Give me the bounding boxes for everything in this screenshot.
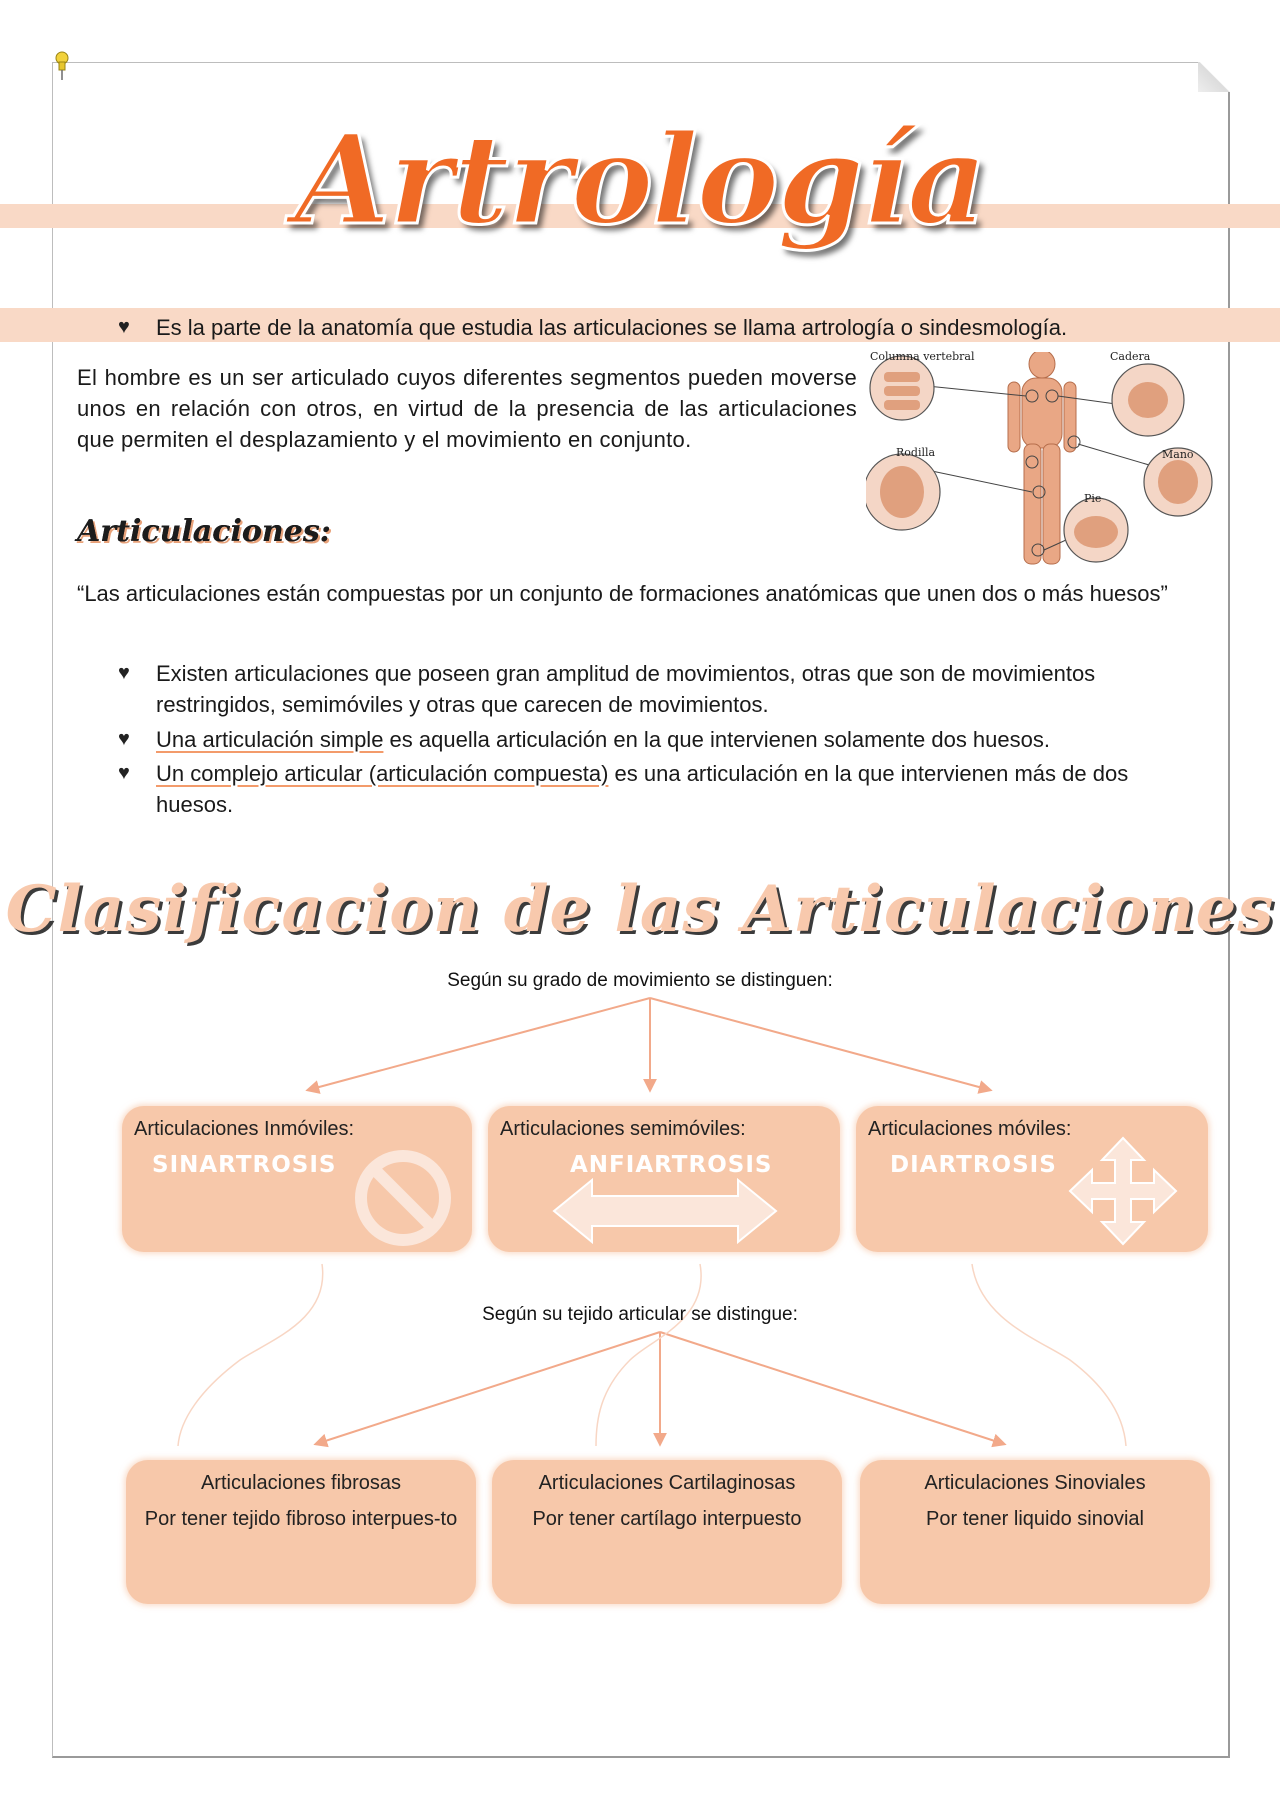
illus-label-hand: Mano	[1162, 448, 1194, 461]
synarthrosis-box	[122, 1106, 472, 1252]
heart-bullet-icon: ♥	[118, 728, 130, 750]
box-label: Articulaciones móviles:	[868, 1118, 1072, 1140]
box-label: Articulaciones semimóviles:	[500, 1118, 746, 1140]
illus-label-hip: Cadera	[1110, 350, 1151, 363]
four-way-arrow-icon	[1068, 1136, 1178, 1246]
movement-caption: Según su grado de movimiento se distinguen:	[447, 970, 833, 991]
box-title: Articulaciones Cartilaginosas	[538, 1472, 796, 1494]
intro-paragraph: El hombre es un ser articulado cuyos diferentes segmentos pueden moverse unos en relación con otros, en virtud de la presencia de las articulaciones que permiten el desplazamiento y el movimiento en conjunto.	[77, 365, 857, 452]
bullet-text-rest: es una articulación en la que intervienen más de dos huesos.	[156, 761, 1129, 817]
tissue-caption: Según su tejido articular se distingue:	[482, 1304, 798, 1325]
intro-bullet-text: Es la parte de la anatomía que estudia las articulaciones se llama artrología o sindesmología.	[156, 315, 1068, 340]
box-description: Por tener cartílago interpuesto	[532, 1508, 802, 1530]
bullet-text: Existen articulaciones que poseen gran amplitud de movimientos, otras que son de movimientos restringidos, semimóviles y otras que carecen de movimientos.	[156, 661, 1096, 717]
definition-quote: “Las articulaciones están compuestas por un conjunto de formaciones anatómicas que unen dos o más huesos”	[77, 581, 1168, 606]
box-title: Articulaciones fibrosas	[200, 1472, 402, 1494]
box-term: ANFIARTROSIS	[570, 1152, 773, 1178]
illus-label-spine: Columna vertebral	[870, 350, 975, 363]
box-label: Articulaciones Inmóviles:	[134, 1118, 355, 1140]
box-term: DIARTROSIS	[890, 1152, 1057, 1178]
heart-bullet-icon: ♥	[118, 316, 130, 338]
heart-bullet-icon: ♥	[118, 662, 130, 684]
box-term: SINARTROSIS	[152, 1152, 337, 1178]
prohibited-icon	[350, 1146, 456, 1250]
amphiarthrosis-box	[488, 1106, 840, 1252]
articulaciones-heading: Articulaciones:	[77, 514, 331, 549]
bullet-text-rest: es aquella articulación en la que intervienen solamente dos huesos.	[383, 727, 1050, 752]
double-arrow-icon	[552, 1178, 778, 1244]
classification-title: Clasificacion de las Articulaciones	[5, 872, 1275, 947]
box-description: Por tener tejido fibroso interpues-to	[144, 1508, 458, 1530]
box-title: Articulaciones Sinoviales	[924, 1472, 1146, 1494]
diarthrosis-box	[856, 1106, 1208, 1252]
synovial-joint-box	[860, 1460, 1210, 1604]
fibrous-joint-box	[126, 1460, 476, 1604]
box-description: Por tener liquido sinovial	[926, 1508, 1144, 1530]
illus-label-foot: Pie	[1084, 492, 1102, 505]
underlined-term: Un complejo articular (articulación compuesta)	[156, 761, 609, 786]
illus-label-knee: Rodilla	[896, 446, 936, 459]
cartilaginous-joint-box	[492, 1460, 842, 1604]
heart-bullet-icon: ♥	[118, 762, 130, 784]
page-title: Artrología	[294, 108, 986, 253]
underlined-term: Una articulación simple	[156, 727, 384, 752]
